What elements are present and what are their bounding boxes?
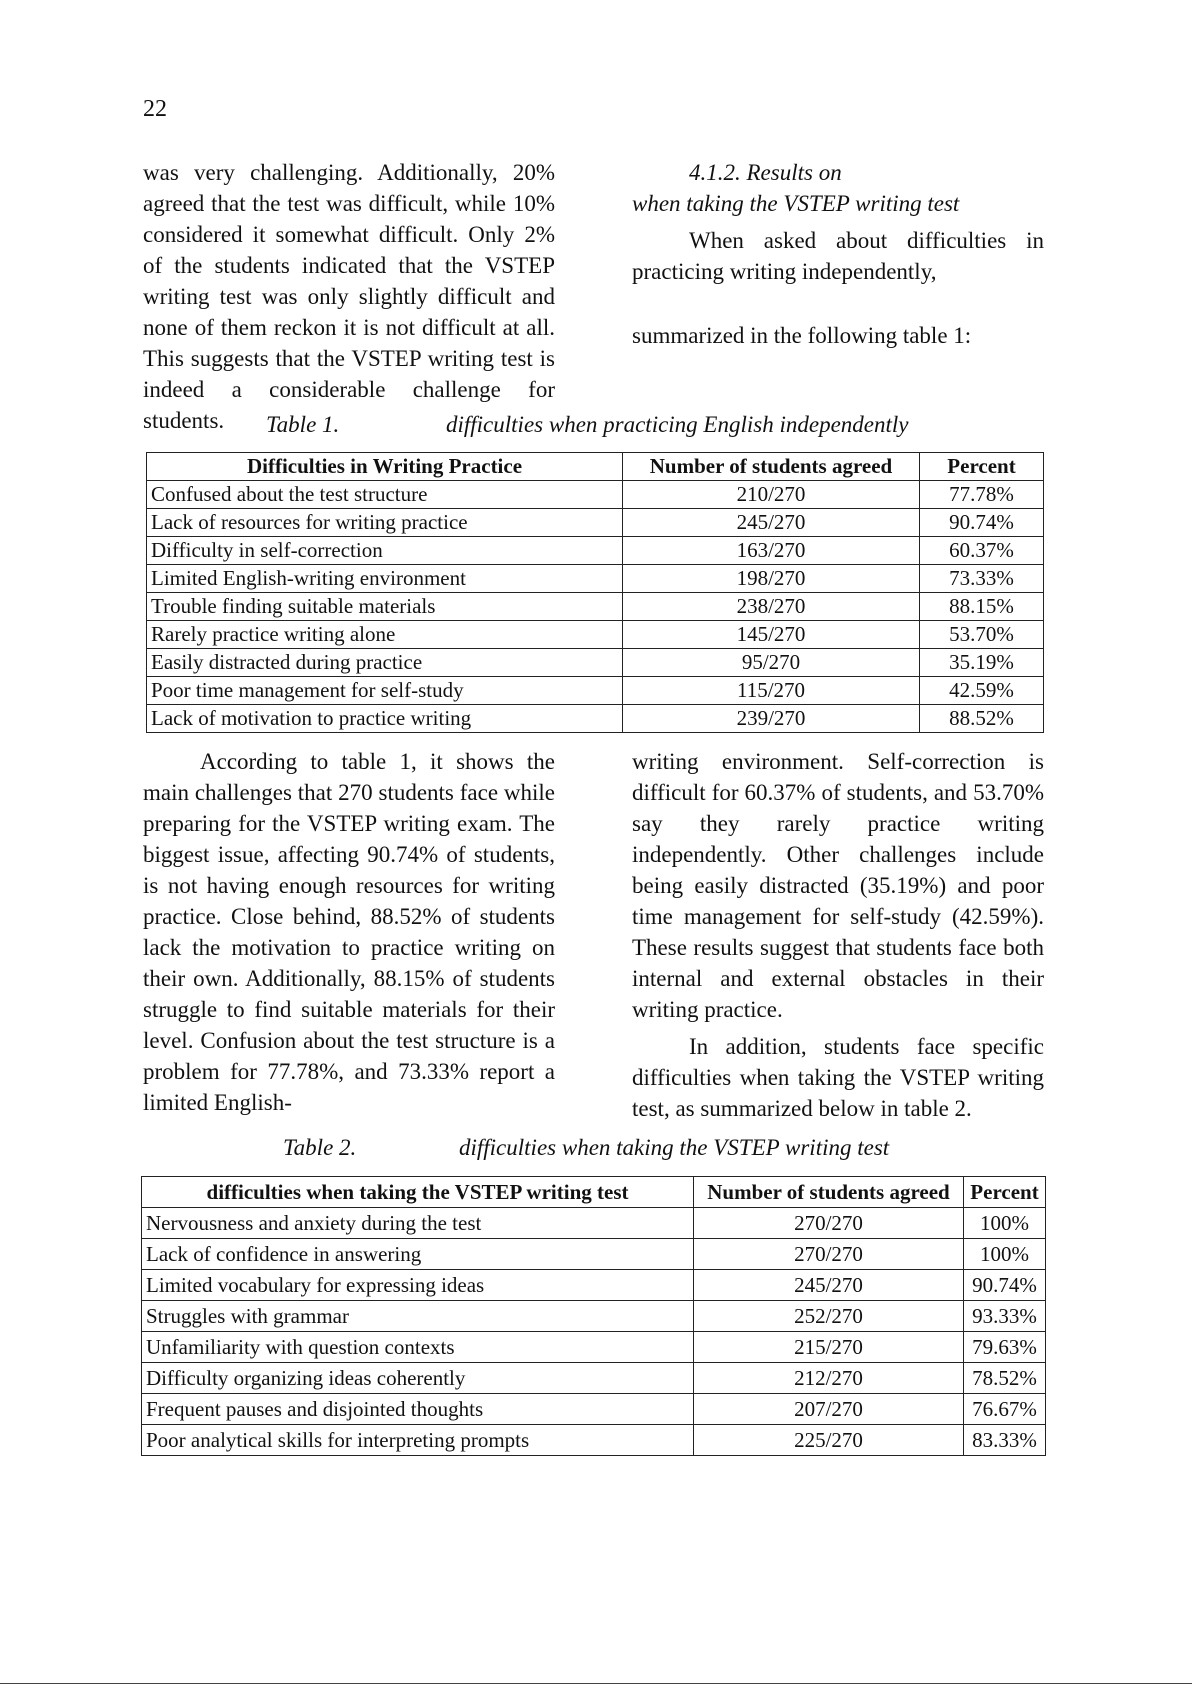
table-row	[142, 1301, 1046, 1332]
percent-cell: 42.59%	[920, 677, 1044, 705]
percent-cell: 73.33%	[920, 565, 1044, 593]
difficulty-cell: Poor analytical skills for interpreting prompts	[142, 1425, 694, 1456]
right-column-top	[632, 157, 1044, 351]
column-header: difficulties when taking the VSTEP writing test	[142, 1177, 694, 1208]
percent-cell: 100%	[964, 1208, 1046, 1239]
difficulty-cell: Easily distracted during practice	[147, 649, 623, 677]
difficulty-cell: Lack of resources for writing practice	[147, 509, 623, 537]
students-agreed-cell: 198/270	[623, 565, 920, 593]
percent-cell: 35.19%	[920, 649, 1044, 677]
percent-cell: 76.67%	[964, 1394, 1046, 1425]
table-2-caption-title: difficulties when taking the VSTEP writing test	[459, 1135, 890, 1160]
difficulty-cell: Poor time management for self-study	[147, 677, 623, 705]
table-row	[147, 509, 1044, 537]
table-row	[142, 1363, 1046, 1394]
table-row	[147, 565, 1044, 593]
table-row	[147, 705, 1044, 733]
column-header: Percent	[964, 1177, 1046, 1208]
difficulty-cell: Limited vocabulary for expressing ideas	[142, 1270, 694, 1301]
column-header: Number of students agreed	[623, 453, 920, 481]
table-2	[141, 1176, 1046, 1456]
table-1-caption-number: Table 1.	[266, 412, 340, 437]
students-agreed-cell: 145/270	[623, 621, 920, 649]
table-row	[142, 1425, 1046, 1456]
table-row	[147, 481, 1044, 509]
difficulty-cell: Struggles with grammar	[142, 1301, 694, 1332]
percent-cell: 88.52%	[920, 705, 1044, 733]
percent-cell: 90.74%	[920, 509, 1044, 537]
right-column-bottom	[632, 746, 1044, 1124]
body-paragraph: In addition, students face specific difficulties when taking the VSTEP writing test, as summarized below in table 2.	[632, 1034, 1044, 1121]
difficulty-cell: Unfamiliarity with question contexts	[142, 1332, 694, 1363]
students-agreed-cell: 115/270	[623, 677, 920, 705]
percent-cell: 90.74%	[964, 1270, 1046, 1301]
table-row	[142, 1208, 1046, 1239]
table-2-caption-number: Table 2.	[283, 1135, 357, 1160]
percent-cell: 77.78%	[920, 481, 1044, 509]
students-agreed-cell: 210/270	[623, 481, 920, 509]
difficulty-cell: Difficulty organizing ideas coherently	[142, 1363, 694, 1394]
table-1-caption-title: difficulties when practicing English independently	[446, 412, 909, 437]
table-header-row	[142, 1177, 1046, 1208]
students-agreed-cell: 238/270	[623, 593, 920, 621]
percent-cell: 88.15%	[920, 593, 1044, 621]
table-row	[147, 677, 1044, 705]
body-paragraph: When asked about difficulties in practicing writing independently,	[632, 228, 1044, 284]
left-column-top	[143, 157, 555, 436]
percent-cell: 78.52%	[964, 1363, 1046, 1394]
percent-cell: 93.33%	[964, 1301, 1046, 1332]
students-agreed-cell: 212/270	[694, 1363, 964, 1394]
body-paragraph-continuation: summarized in the following table 1:	[632, 323, 972, 348]
difficulty-cell: Rarely practice writing alone	[147, 621, 623, 649]
table-row	[142, 1394, 1046, 1425]
students-agreed-cell: 245/270	[694, 1270, 964, 1301]
percent-cell: 100%	[964, 1239, 1046, 1270]
students-agreed-cell: 207/270	[694, 1394, 964, 1425]
difficulty-cell: Confused about the test structure	[147, 481, 623, 509]
body-paragraph: writing environment. Self-correction is difficult for 60.37% of students, and 53.70% say they rarely practice writing independently. Other challenges include being easily distracted (35.19%) and poor time management for self-study (42.59%). These results suggest that students face both internal and external obstacles in their writing practice.	[632, 749, 1044, 1022]
difficulty-cell: Lack of confidence in answering	[142, 1239, 694, 1270]
column-header: Number of students agreed	[694, 1177, 964, 1208]
difficulty-cell: Lack of motivation to practice writing	[147, 705, 623, 733]
difficulty-cell: Trouble finding suitable materials	[147, 593, 623, 621]
table-row	[147, 537, 1044, 565]
table-1	[146, 452, 1044, 733]
table-header-row	[147, 453, 1044, 481]
table-row	[147, 649, 1044, 677]
page-number: 22	[143, 96, 167, 122]
table-row	[142, 1332, 1046, 1363]
section-heading-line-1: 4.1.2. Results on	[689, 160, 842, 185]
difficulty-cell: Limited English-writing environment	[147, 565, 623, 593]
students-agreed-cell: 215/270	[694, 1332, 964, 1363]
body-paragraph: According to table 1, it shows the main challenges that 270 students face while preparing for the VSTEP writing exam. The biggest issue, affecting 90.74% of students, is not having enough resources for writing practice. Close behind, 88.52% of students lack the motivation to practice writing on their own. Additionally, 88.15% of students struggle to find suitable materials for their level. Confusion about the test structure is a problem for 77.78%, and 73.33% report a limited English-	[143, 749, 555, 1115]
section-heading-line-2: when taking the VSTEP writing test	[632, 191, 960, 216]
column-header: Percent	[920, 453, 1044, 481]
table-row	[147, 593, 1044, 621]
students-agreed-cell: 163/270	[623, 537, 920, 565]
students-agreed-cell: 245/270	[623, 509, 920, 537]
students-agreed-cell: 252/270	[694, 1301, 964, 1332]
percent-cell: 83.33%	[964, 1425, 1046, 1456]
students-agreed-cell: 225/270	[694, 1425, 964, 1456]
students-agreed-cell: 95/270	[623, 649, 920, 677]
left-column-bottom	[143, 746, 555, 1118]
difficulty-cell: Nervousness and anxiety during the test	[142, 1208, 694, 1239]
table-row	[142, 1239, 1046, 1270]
percent-cell: 79.63%	[964, 1332, 1046, 1363]
percent-cell: 53.70%	[920, 621, 1044, 649]
table-row	[142, 1270, 1046, 1301]
column-header: Difficulties in Writing Practice	[147, 453, 623, 481]
difficulty-cell: Frequent pauses and disjointed thoughts	[142, 1394, 694, 1425]
students-agreed-cell: 270/270	[694, 1239, 964, 1270]
percent-cell: 60.37%	[920, 537, 1044, 565]
footer-rule	[0, 1683, 1192, 1684]
difficulty-cell: Difficulty in self-correction	[147, 537, 623, 565]
students-agreed-cell: 270/270	[694, 1208, 964, 1239]
body-paragraph: was very challenging. Additionally, 20% agreed that the test was difficult, while 10% considered it somewhat difficult. Only 2% of the students indicated that the VSTEP writing test was only slightly difficult and none of them reckon it is not difficult at all. This suggests that the VSTEP writing test is indeed a considerable challenge for students.	[143, 160, 555, 433]
table-row	[147, 621, 1044, 649]
students-agreed-cell: 239/270	[623, 705, 920, 733]
